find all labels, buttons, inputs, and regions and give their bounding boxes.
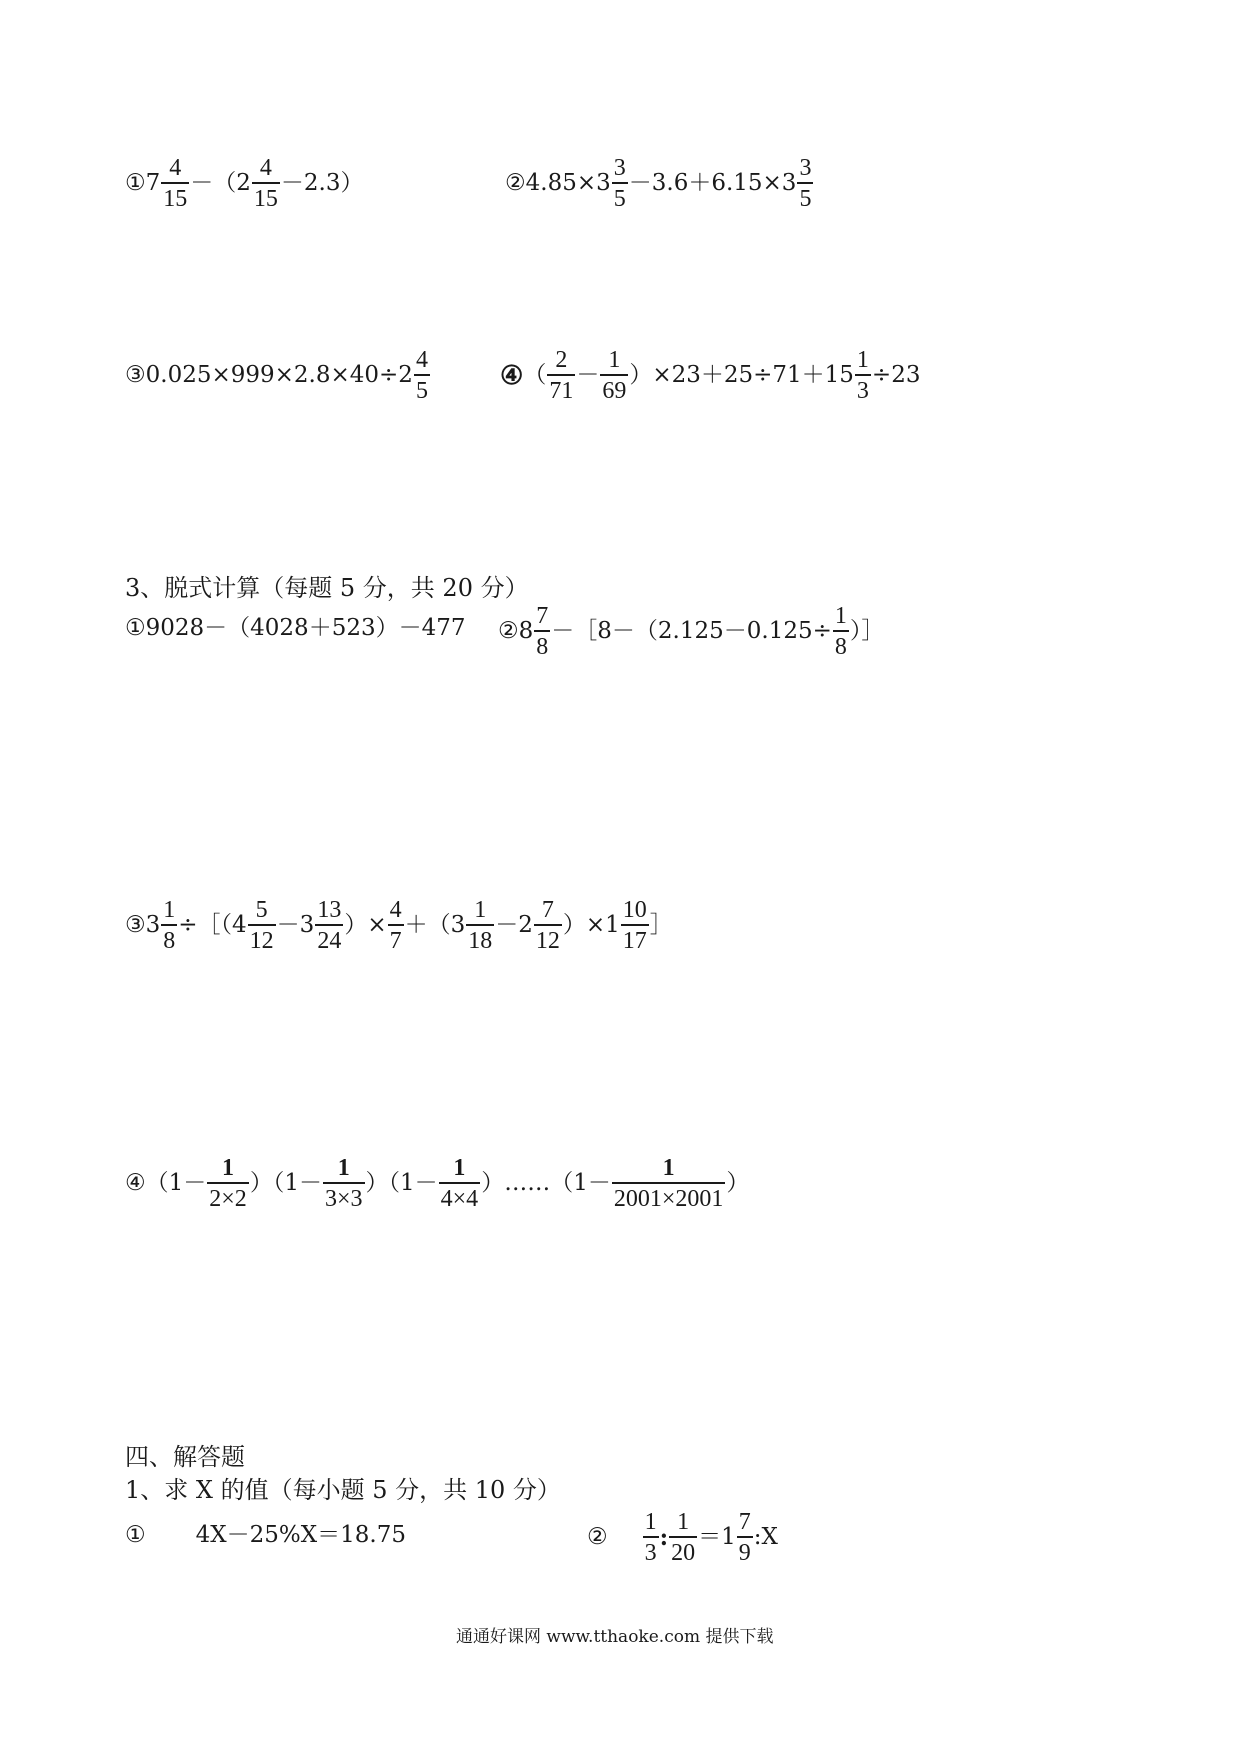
problem-mark: ④	[125, 1170, 146, 1197]
problem-3-1: ①9028－（4028＋523）－477	[125, 614, 466, 641]
page-footer: 通通好课网 www.tthaoke.com 提供下载	[456, 1627, 774, 1647]
problem-mark: ④	[500, 360, 524, 391]
fraction: $\frac{5}{12}$	[249, 897, 274, 955]
fraction: $\frac{1}{2\times 2}$	[209, 1155, 247, 1213]
fraction: $\frac{1}{3\times 3}$	[324, 1155, 363, 1213]
problem-mark: ①	[125, 170, 146, 197]
problem-mark: ②	[505, 170, 526, 197]
fraction: $\frac{3}{5}$	[799, 155, 812, 213]
problem-mark: ①	[125, 614, 146, 641]
fraction: $\frac{1}{3}$	[644, 1509, 657, 1567]
fraction: $\frac{4}{7}$	[389, 897, 402, 955]
fraction: $\frac{4}{15}$	[253, 155, 278, 213]
problem-4-2: ② $\frac{1}{3}$ : $\frac{1}{20}$ ＝1 $\frac{7}{9}$ :X	[587, 1509, 778, 1567]
fraction: $\frac{1}{8}$	[834, 603, 847, 661]
problem-mark: ③	[125, 362, 146, 389]
section-4-subheading: 1、求 X 的值（每小题 5 分，共 10 分）	[125, 1476, 561, 1504]
problem-3-4: ④（1－ $\frac{1}{2\times 2}$ ）（1－ $\frac{1}{3\times 3}$ ）（1－ $\frac{1}{4\times 4}$ ）……（1－ $\frac{1}{2001\times 2001}$ ）	[125, 1155, 750, 1213]
fraction: $\frac{2}{71}$	[549, 347, 574, 405]
fraction: $\frac{1}{2001\times 2001}$	[613, 1155, 724, 1213]
fraction: $\frac{1}{20}$	[671, 1509, 696, 1567]
problem-4-1: ① 4X－25%X＝18.75	[125, 1521, 406, 1548]
problem-2-2: ②4.85×3 $\frac{3}{5}$ －3.6＋6.15×3 $\frac{3}{5}$	[505, 155, 812, 213]
fraction: $\frac{1}{69}$	[602, 347, 627, 405]
fraction: $\frac{1}{8}$	[163, 897, 176, 955]
fraction: $\frac{4}{15}$	[163, 155, 188, 213]
problem-2-1: ①7 $\frac{4}{15}$ －（2 $\frac{4}{15}$ －2.3）	[125, 155, 364, 213]
problem-3-3: ③3 $\frac{1}{8}$ ÷［（4 $\frac{5}{12}$ －3 $\frac{13}{24}$ ）× $\frac{4}{7}$ ＋（3 $\frac{1}{18}$ －2 $\frac{7}{12}$ ）×1 $\frac{10}{17}$ ］	[125, 897, 673, 955]
fraction: $\frac{1}{4\times 4}$	[440, 1155, 479, 1213]
fraction: $\frac{1}{18}$	[468, 897, 493, 955]
fraction: $\frac{10}{17}$	[622, 897, 647, 955]
section-3-heading: 3、脱式计算（每题 5 分，共 20 分）	[125, 574, 529, 602]
fraction: $\frac{13}{24}$	[317, 897, 342, 955]
problem-mark: ②	[587, 1524, 608, 1551]
problem-3-2: ②8 $\frac{7}{8}$ －［8－（2.125－0.125÷ $\frac{1}{8}$ ）］	[498, 603, 885, 661]
problem-mark: ②	[498, 618, 519, 645]
section-4-heading: 四、解答题	[125, 1443, 245, 1471]
fraction: $\frac{7}{8}$	[536, 603, 549, 661]
problem-2-3: ③0.025×999×2.8×40÷2 $\frac{4}{5}$	[125, 347, 428, 405]
problem-2-4: ④（ $\frac{2}{71}$ － $\frac{1}{69}$ ）×23＋25÷71＋15 $\frac{1}{3}$ ÷23	[500, 347, 921, 405]
fraction: $\frac{3}{5}$	[613, 155, 626, 213]
problem-mark: ①	[125, 1521, 146, 1548]
fraction: $\frac{1}{3}$	[856, 347, 869, 405]
fraction: $\frac{4}{5}$	[415, 347, 428, 405]
problem-mark: ③	[125, 912, 146, 939]
fraction: $\frac{7}{12}$	[535, 897, 560, 955]
fraction: $\frac{7}{9}$	[738, 1509, 751, 1567]
